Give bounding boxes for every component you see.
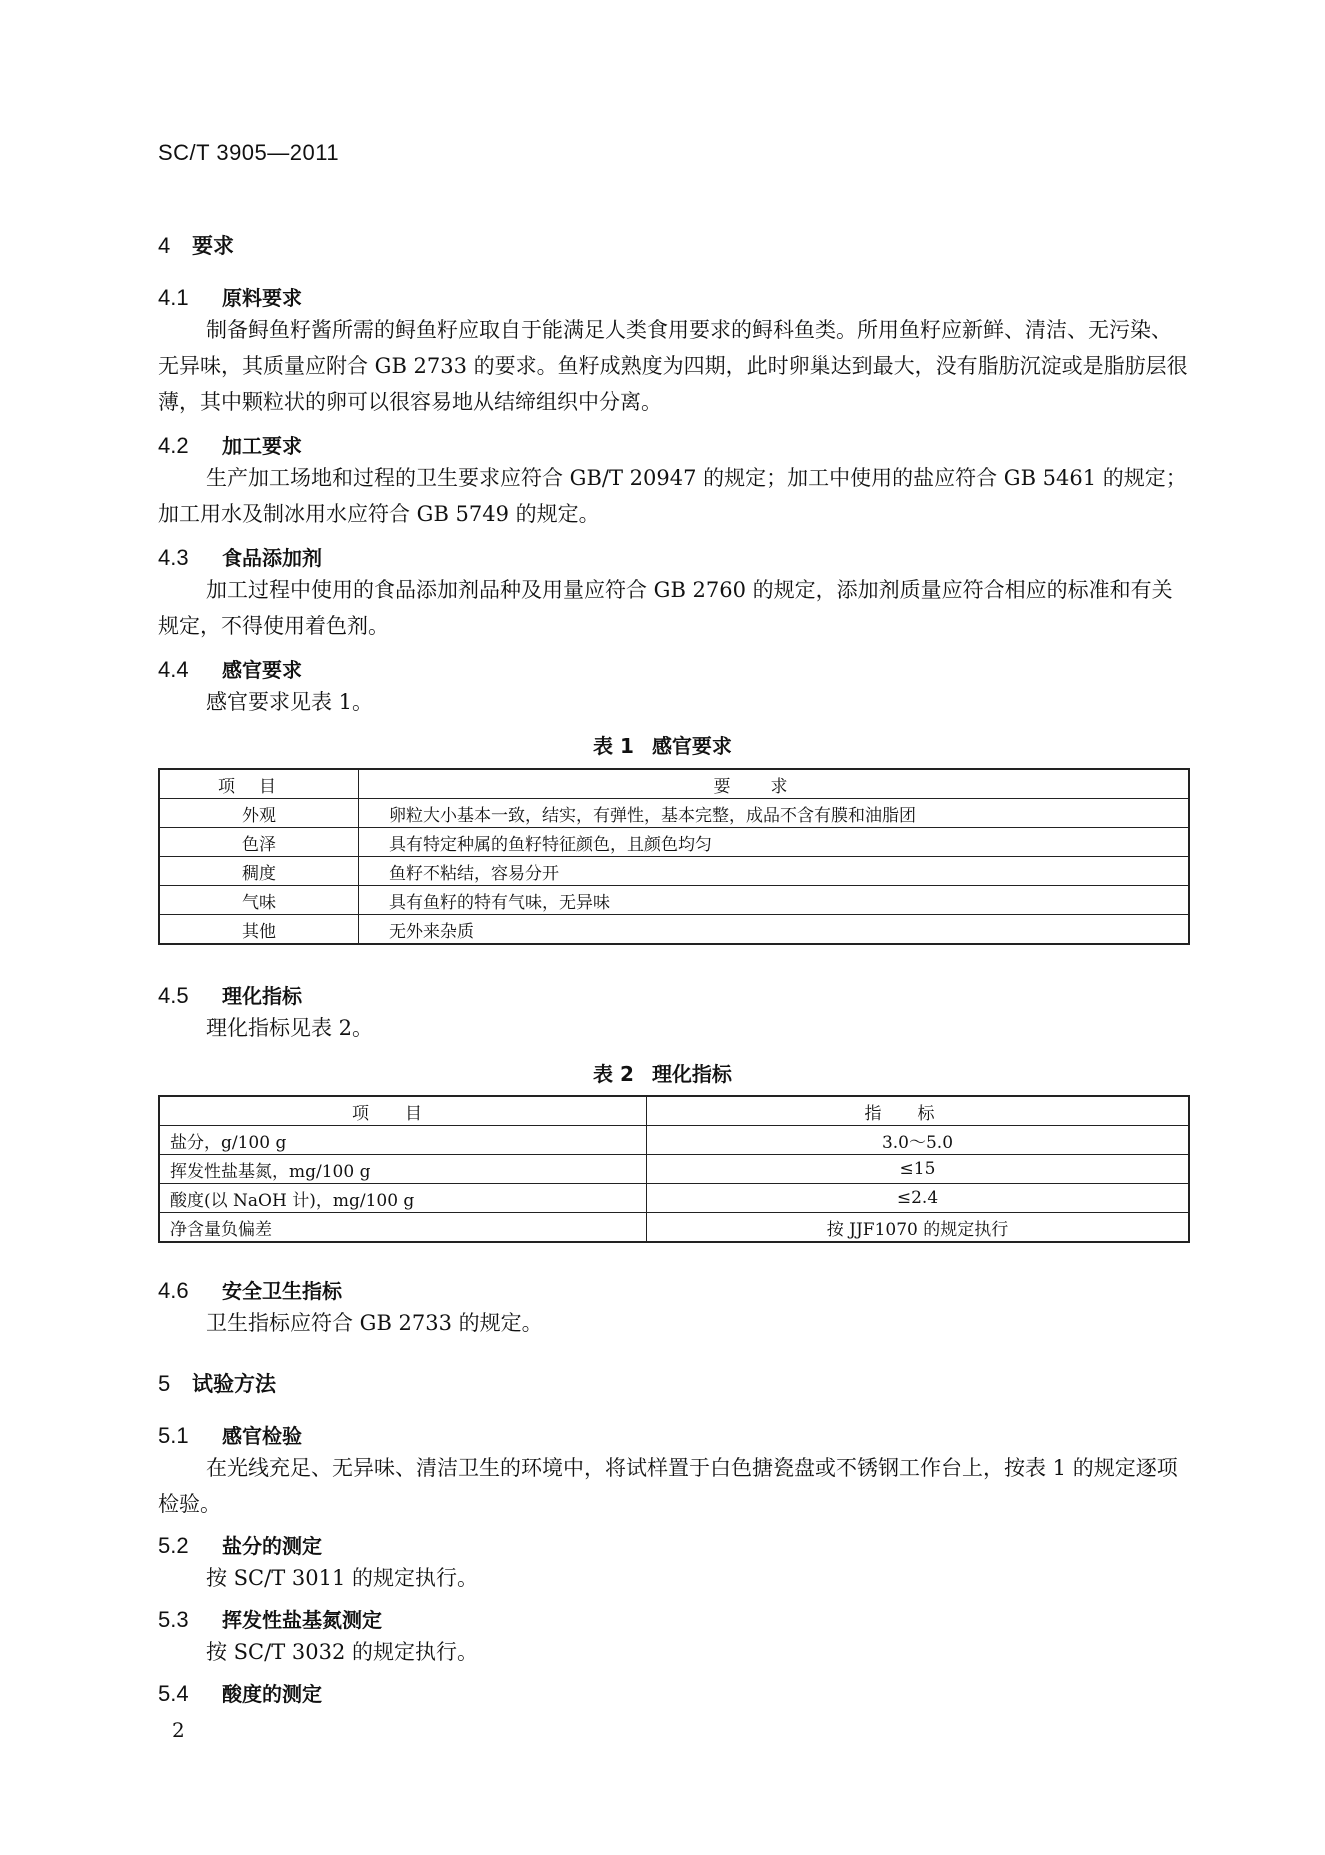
table1-title: 感官要求 bbox=[651, 734, 732, 758]
table-cell: 具有特定种属的鱼籽特征颜色，且颜色均匀 bbox=[359, 828, 1190, 857]
table-cell: 鱼籽不粘结，容易分开 bbox=[359, 857, 1190, 886]
table-cell: 外观 bbox=[159, 799, 359, 828]
section-number: 4.1 bbox=[158, 285, 189, 310]
table-row bbox=[159, 828, 1189, 857]
section-title: 加工要求 bbox=[222, 434, 302, 458]
table-cell: 酸度(以 NaOH 计)，mg/100 g bbox=[159, 1184, 647, 1213]
section-paragraph: 理化指标见表 2。 bbox=[206, 1016, 374, 1040]
table-cell: ≤2.4 bbox=[647, 1184, 1190, 1213]
section-paragraph: 感官要求见表 1。 bbox=[206, 690, 374, 714]
section-heading bbox=[158, 1420, 302, 1449]
table2-caption bbox=[0, 1058, 1325, 1087]
table1-caption bbox=[0, 730, 1325, 759]
section-title: 试验方法 bbox=[192, 1372, 276, 1396]
section-title: 理化指标 bbox=[222, 984, 302, 1008]
section-number: 4 bbox=[158, 233, 171, 258]
section-heading bbox=[158, 1368, 276, 1398]
table-cell: 色泽 bbox=[159, 828, 359, 857]
section-title: 盐分的测定 bbox=[222, 1534, 322, 1558]
standard-code: SC/T 3905—2011 bbox=[158, 140, 340, 165]
table2-label: 表 2 bbox=[593, 1062, 634, 1086]
section-heading bbox=[158, 230, 234, 260]
table2-title: 理化指标 bbox=[651, 1062, 732, 1086]
section-heading bbox=[158, 1604, 382, 1633]
section-paragraph: 按 SC/T 3032 的规定执行。 bbox=[206, 1640, 479, 1664]
section-number: 4.3 bbox=[158, 545, 189, 570]
table-row bbox=[159, 799, 1189, 828]
section-title: 酸度的测定 bbox=[222, 1682, 322, 1706]
section-number: 5 bbox=[158, 1371, 171, 1396]
section-number: 5.3 bbox=[158, 1607, 189, 1632]
section-number: 4.6 bbox=[158, 1278, 189, 1303]
table-row bbox=[159, 1126, 1189, 1155]
table-cell: 卵粒大小基本一致，结实，有弹性，基本完整，成品不含有膜和油脂团 bbox=[359, 799, 1190, 828]
table-cell: 盐分，g/100 g bbox=[159, 1126, 647, 1155]
section-paragraph: 生产加工场地和过程的卫生要求应符合 GB/T 20947 的规定；加工中使用的盐应符合 GB 5461 的规定；加工用水及制冰用水应符合 GB 5749 的规定。 bbox=[158, 466, 1187, 526]
section-number: 4.4 bbox=[158, 657, 189, 682]
table-cell: 挥发性盐基氮，mg/100 g bbox=[159, 1155, 647, 1184]
section-heading bbox=[158, 430, 302, 459]
section-paragraph: 在光线充足、无异味、清洁卫生的环境中，将试样置于白色搪瓷盘或不锈钢工作台上，按表 1 的规定逐项检验。 bbox=[158, 1456, 1178, 1516]
section-heading bbox=[158, 1275, 342, 1304]
section-heading bbox=[158, 980, 302, 1009]
section-title: 要求 bbox=[192, 234, 234, 258]
table-header-cell: 项目 bbox=[159, 1096, 647, 1126]
table2 bbox=[158, 1095, 1190, 1243]
table-header-cell: 项目 bbox=[159, 769, 359, 799]
section-heading bbox=[158, 1530, 322, 1559]
section-title: 挥发性盐基氮测定 bbox=[222, 1608, 382, 1632]
section-number: 4.2 bbox=[158, 433, 189, 458]
section-heading bbox=[158, 542, 322, 571]
table-cell: 净含量负偏差 bbox=[159, 1213, 647, 1243]
section-heading bbox=[158, 282, 302, 311]
table-row bbox=[159, 1213, 1189, 1243]
table1 bbox=[158, 768, 1190, 945]
table-cell: 3.0～5.0 bbox=[647, 1126, 1190, 1155]
section-heading bbox=[158, 1678, 322, 1707]
section-title: 感官检验 bbox=[222, 1424, 302, 1448]
section-paragraph: 卫生指标应符合 GB 2733 的规定。 bbox=[206, 1311, 543, 1335]
table-cell: 气味 bbox=[159, 886, 359, 915]
section-title: 原料要求 bbox=[222, 286, 302, 310]
table1-label: 表 1 bbox=[593, 734, 634, 758]
section-title: 食品添加剂 bbox=[222, 546, 322, 570]
section-title: 感官要求 bbox=[222, 658, 302, 682]
section-paragraph: 加工过程中使用的食品添加剂品种及用量应符合 GB 2760 的规定，添加剂质量应符合相应的标准和有关规定，不得使用着色剂。 bbox=[158, 578, 1173, 638]
section-number: 5.1 bbox=[158, 1423, 189, 1448]
page-number: 2 bbox=[172, 1718, 185, 1742]
table-header-cell: 指标 bbox=[647, 1096, 1190, 1126]
table-row bbox=[159, 1184, 1189, 1213]
table-cell: 无外来杂质 bbox=[359, 915, 1190, 945]
table-cell: ≤15 bbox=[647, 1155, 1190, 1184]
section-number: 4.5 bbox=[158, 983, 189, 1008]
table-row bbox=[159, 857, 1189, 886]
section-heading bbox=[158, 654, 302, 683]
table-cell: 具有鱼籽的特有气味，无异味 bbox=[359, 886, 1190, 915]
table-header-row bbox=[159, 1096, 1189, 1126]
table-cell: 其他 bbox=[159, 915, 359, 945]
table-header-row bbox=[159, 769, 1189, 799]
table-row bbox=[159, 1155, 1189, 1184]
section-paragraph: 按 SC/T 3011 的规定执行。 bbox=[206, 1566, 479, 1590]
table-cell: 按 JJF1070 的规定执行 bbox=[647, 1213, 1190, 1243]
section-title: 安全卫生指标 bbox=[222, 1279, 342, 1303]
table-cell: 稠度 bbox=[159, 857, 359, 886]
table-header-cell: 要求 bbox=[359, 769, 1190, 799]
section-number: 5.4 bbox=[158, 1681, 189, 1706]
table-row bbox=[159, 886, 1189, 915]
section-paragraph: 制备鲟鱼籽酱所需的鲟鱼籽应取自于能满足人类食用要求的鲟科鱼类。所用鱼籽应新鲜、清洁、无污染、无异味，其质量应附合 GB 2733 的要求。鱼籽成熟度为四期，此时卵巢达到最大，没有脂肪沉淀或是脂肪层很薄，其中颗粒状的卵可以很容易地从结缔组织中分离。 bbox=[158, 318, 1188, 414]
table-row bbox=[159, 915, 1189, 945]
section-number: 5.2 bbox=[158, 1533, 189, 1558]
